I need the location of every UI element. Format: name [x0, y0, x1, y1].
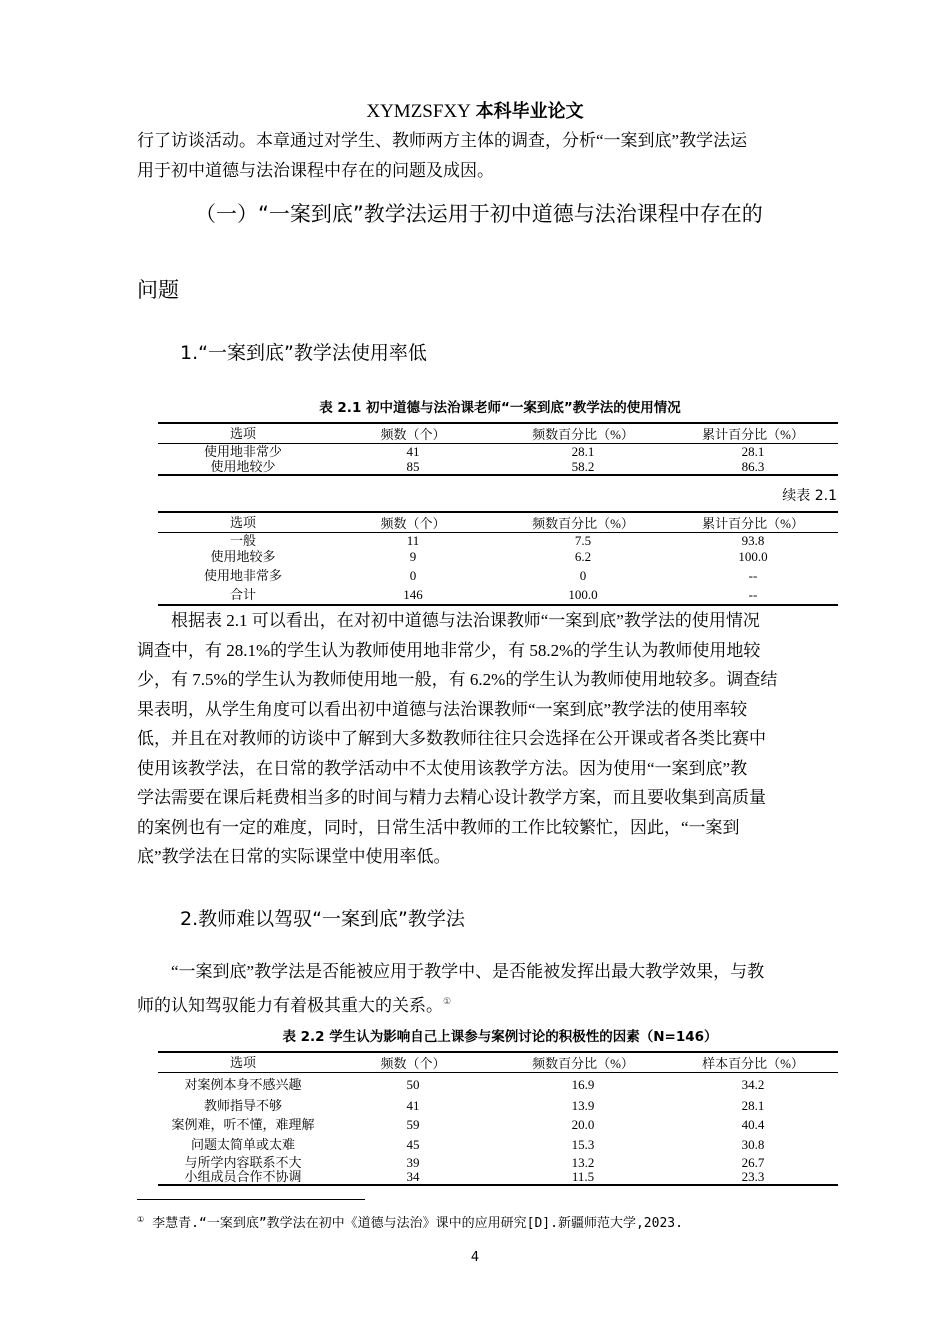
footnote-marker: ① — [137, 1215, 145, 1224]
cell: 28.1 — [741, 444, 765, 459]
analysis-paragraph-2 — [137, 957, 859, 1020]
cell: 使用地较少 — [210, 459, 276, 474]
cell: 教师指导不够 — [203, 1098, 282, 1113]
paragraph-line: 调查中，有 28.1%的学生认为教师使用地非常少，有 58.2%的学生认为教师使用地较 — [137, 640, 761, 660]
cell: 0 — [409, 568, 417, 583]
cell: 34 — [406, 1169, 420, 1184]
cell: 100.0 — [568, 587, 598, 602]
cell: 146 — [403, 587, 423, 602]
cell: 使用地较多 — [210, 549, 276, 564]
section-heading-line-1: （一）“一案到底”教学法运用于初中道德与法治课程中存在的 — [195, 202, 763, 226]
table-header-row — [158, 512, 838, 533]
cell: 使用地非常少 — [203, 444, 282, 459]
header-frequency-percent: 频数百分比（%） — [498, 1052, 668, 1073]
cell: 39 — [406, 1155, 420, 1170]
paragraph-line — [137, 987, 859, 1021]
table-1-part-2 — [158, 511, 838, 606]
table-row — [158, 533, 838, 549]
table-header-row — [158, 1052, 838, 1073]
footnote-reference[interactable]: ① — [443, 995, 452, 1006]
paragraph-line: 根据表 2.1 可以看出，在对初中道德与法治课教师“一案到底”教学法的使用情况 — [171, 611, 760, 630]
paragraph-line: 低，并且在对教师的访谈中了解到大多数教师往往只会选择在公开课或者各类比赛中 — [137, 729, 766, 748]
cell: 30.8 — [741, 1137, 765, 1152]
subsection-2-title: 2.教师难以驾驭“一案到底”教学法 — [180, 908, 465, 930]
header-option: 选项 — [158, 423, 328, 444]
table-row — [158, 1170, 838, 1185]
table-1-caption: 表 2.1 初中道德与法治课老师“一案到底”教学法的使用情况 — [319, 400, 681, 416]
cell: 7.5 — [574, 533, 592, 548]
subsection-1-title: 1.“一案到底”教学法使用率低 — [180, 342, 427, 364]
table-row — [158, 459, 838, 475]
cell: 6.2 — [574, 549, 592, 564]
header-frequency: 频数（个） — [328, 423, 498, 444]
paragraph-line: 使用该教学法，在日常的教学活动中不太使用该教学方法。因为使用“一案到底”教 — [137, 758, 748, 778]
cell: 85 — [406, 459, 420, 474]
intro-paragraph — [137, 126, 859, 185]
cell: 28.1 — [741, 1098, 765, 1113]
cell: -- — [748, 568, 758, 583]
analysis-paragraph-1 — [137, 606, 859, 872]
table-row — [158, 1073, 838, 1098]
cell: 11 — [406, 533, 420, 548]
cell: 40.4 — [741, 1117, 765, 1132]
cell: 使用地非常多 — [203, 568, 282, 583]
cell: 16.9 — [571, 1077, 595, 1092]
cell: 26.7 — [741, 1155, 765, 1170]
header-frequency-percent: 频数百分比（%） — [498, 423, 668, 444]
cell: 与所学内容联系不大 — [184, 1155, 302, 1170]
cell: 合计 — [229, 587, 256, 602]
table-1-part-1 — [158, 422, 838, 476]
paragraph-line: 果表明，从学生角度可以看出初中道德与法治课教师“一案到底”教学法的使用率较 — [137, 699, 748, 719]
header-frequency-percent: 频数百分比（%） — [498, 512, 668, 533]
cell: 13.2 — [571, 1155, 595, 1170]
table-row — [158, 548, 838, 566]
cell: 45 — [406, 1137, 420, 1152]
page-header — [0, 97, 950, 123]
header-title: 本科毕业论文 — [475, 101, 584, 122]
cell: 9 — [409, 549, 417, 564]
table-header-row — [158, 423, 838, 444]
table-2-caption: 表 2.2 学生认为影响自己上课参与案例讨论的积极性的因素（N=146） — [282, 1029, 718, 1045]
header-school-code: XYMZSFXY — [366, 101, 471, 122]
table-1-continued-label: 续表 2.1 — [782, 488, 837, 504]
cell: 50 — [406, 1077, 420, 1092]
paragraph-line: 学法需要在课后耗费相当多的时间与精力去精心设计教学方案，而且要收集到高质量 — [137, 788, 766, 807]
header-sample-percent: 样本百分比（%） — [668, 1052, 838, 1073]
cell: 小组成员合作不协调 — [184, 1169, 302, 1184]
cell: 86.3 — [741, 459, 765, 474]
cell: 59 — [406, 1117, 420, 1132]
header-option: 选项 — [158, 512, 328, 533]
cell: 34.2 — [741, 1077, 765, 1092]
table-row — [158, 586, 838, 605]
paragraph-text: 师的认知驾驭能力有着极其重大的关系。 — [137, 995, 443, 1015]
header-frequency: 频数（个） — [328, 512, 498, 533]
table-row — [158, 1155, 838, 1170]
header-cumulative-percent: 累计百分比（%） — [668, 512, 838, 533]
table-2 — [158, 1051, 838, 1186]
header-option: 选项 — [158, 1052, 328, 1073]
footnote-divider — [137, 1199, 365, 1200]
cell: 13.9 — [571, 1098, 595, 1113]
table-row — [158, 444, 838, 460]
header-frequency: 频数（个） — [328, 1052, 498, 1073]
table-row — [158, 566, 838, 586]
paragraph-line: “一案到底”教学法是否能被应用于教学中、是否能被发挥出最大教学效果，与教 — [171, 962, 765, 981]
intro-line-1: 行了访谈活动。本章通过对学生、教师两方主体的调查，分析“一案到底”教学法运 — [137, 131, 748, 150]
cell: 28.1 — [571, 444, 595, 459]
footnote — [137, 1212, 683, 1231]
paragraph-line: 的案例也有一定的难度，同时，日常生活中教师的工作比较繁忙，因此，“一案到 — [137, 817, 740, 837]
table-row — [158, 1115, 838, 1135]
cell: 41 — [406, 1098, 420, 1113]
cell: 案例难，听不懂，难理解 — [171, 1117, 315, 1132]
cell: 100.0 — [738, 549, 768, 564]
section-heading-line-2: 问题 — [137, 278, 179, 302]
paragraph-line: 少，有 7.5%的学生认为教师使用地一般，有 6.2%的学生认为教师使用地较多。调查结 — [137, 670, 778, 689]
cell: 0 — [579, 568, 587, 583]
cell: 问题太简单或太难 — [190, 1137, 295, 1152]
cell: 11.5 — [571, 1169, 595, 1184]
cell: -- — [748, 587, 758, 602]
header-cumulative-percent: 累计百分比（%） — [668, 423, 838, 444]
table-row — [158, 1097, 838, 1115]
table-row — [158, 1135, 838, 1155]
page-number: 4 — [470, 1250, 480, 1265]
intro-line-2: 用于初中道德与法治课程中存在的问题及成因。 — [137, 160, 494, 180]
cell: 一般 — [229, 533, 256, 548]
paragraph-line: 底”教学法在日常的实际课堂中使用率低。 — [137, 847, 451, 866]
cell: 15.3 — [571, 1137, 595, 1152]
cell: 41 — [406, 444, 420, 459]
cell: 20.0 — [571, 1117, 595, 1132]
footnote-text: 李慧青.“一案到底”教学法在初中《道德与法治》课中的应用研究[D].新疆师范大学,2023. — [152, 1216, 683, 1231]
cell: 23.3 — [741, 1169, 765, 1184]
cell: 58.2 — [571, 459, 595, 474]
cell: 对案例本身不感兴趣 — [184, 1077, 302, 1092]
cell: 93.8 — [741, 533, 765, 548]
